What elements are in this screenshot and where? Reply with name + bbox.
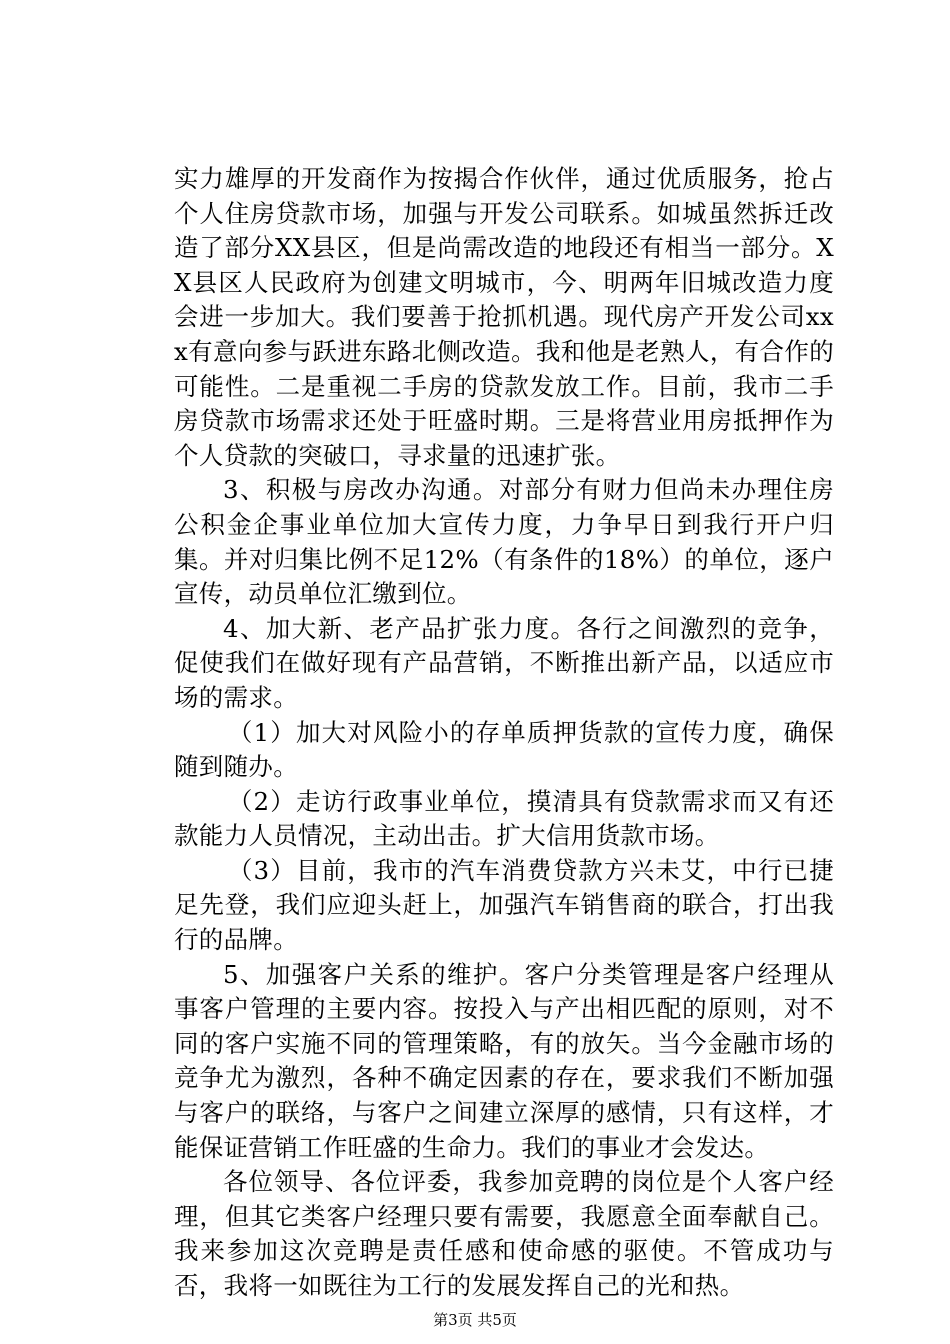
paragraph-subitem-1: （1）加大对风险小的存单质押货款的宣传力度，确保随到随办。 bbox=[174, 717, 834, 782]
paragraph-subitem-2: （2）走访行政事业单位，摸清具有贷款需求而又有还款能力人员情况，主动出击。扩大信用货款市场。 bbox=[174, 786, 834, 851]
paragraph-closing: 各位领导、各位评委，我参加竞聘的岗位是个人客户经理，但其它类客户经理只要有需要，我愿意全面奉献自己。我来参加这次竞聘是责任感和使命感的驱使。不管成功与否，我将一如既往为工行的发展发挥自己的光和热。 bbox=[174, 1167, 834, 1300]
page-footer bbox=[0, 1310, 950, 1330]
paragraph-item-5: 5、加强客户关系的维护。客户分类管理是客户经理从事客户管理的主要内容。按投入与产出相匹配的原则，对不同的客户实施不同的管理策略，有的放矢。当今金融市场的竞争尤为激烈，各种不确定因素的存在，要求我们不断加强与客户的联络，与客户之间建立深厚的感情，只有这样，才能保证营销工作旺盛的生命力。我们的事业才会发达。 bbox=[174, 959, 834, 1162]
paragraph-item-4: 4、加大新、老产品扩张力度。各行之间激烈的竞争，促使我们在做好现有产品营销，不断推出新产品，以适应市场的需求。 bbox=[174, 613, 834, 712]
paragraph-item-3: 3、积极与房改办沟通。对部分有财力但尚未办理住房公积金企事业单位加大宣传力度，力争早日到我行开户归集。并对归集比例不足12%（有条件的18%）的单位，逐户宣传，动员单位汇缴到位。 bbox=[174, 475, 834, 609]
paragraph-continuation: 实力雄厚的开发商作为按揭合作伙伴，通过优质服务，抢占个人住房贷款市场，加强与开发公司联系。如城虽然拆迁改造了部分XX县区，但是尚需改造的地段还有相当一部分。XX县区人民政府为创建文明城市，今、明两年旧城改造力度会进一步加大。我们要善于抢抓机遇。现代房产开发公司xxx有意向参与跃进东路北侧改造。我和他是老熟人，有合作的可能性。二是重视二手房的贷款发放工作。目前，我市二手房贷款市场需求还处于旺盛时期。三是将营业用房抵押作为个人贷款的突破口，寻求量的迅速扩张。 bbox=[174, 164, 834, 470]
page-number-label: 第3页 共5页 bbox=[433, 1311, 517, 1329]
document-body bbox=[174, 162, 834, 1304]
paragraph-subitem-3: （3）目前，我市的汽车消费贷款方兴未艾，中行已捷足先登，我们应迎头赶上，加强汽车销售商的联合，打出我行的品牌。 bbox=[174, 855, 834, 955]
